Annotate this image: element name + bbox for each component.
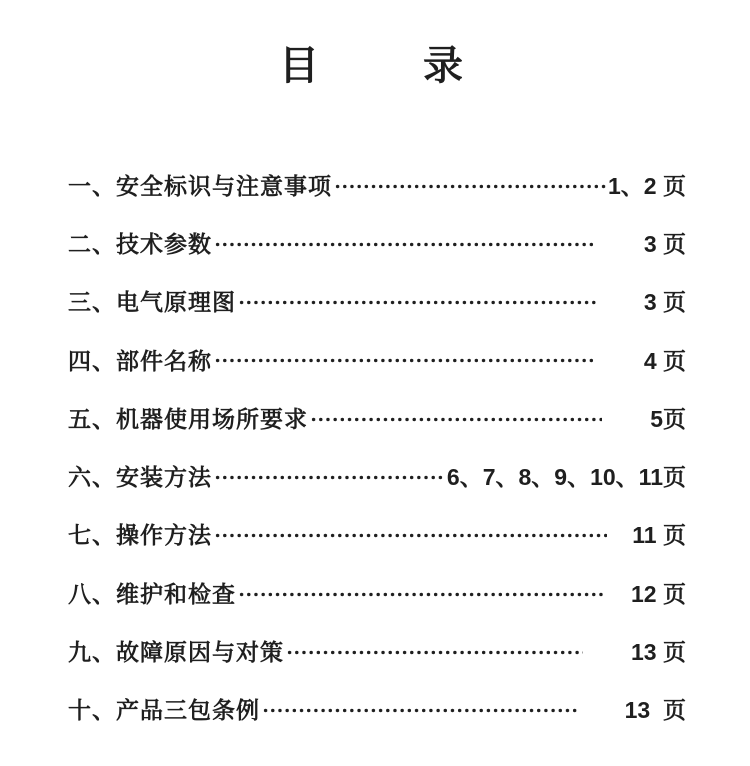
toc-entry bbox=[68, 682, 686, 740]
toc-entry-label: 六、安装方法 bbox=[68, 464, 212, 491]
toc-entry-pages: 11 页 bbox=[609, 522, 686, 549]
toc-entry-label: 九、故障原因与对策 bbox=[68, 639, 284, 666]
toc-entry-label: 四、部件名称 bbox=[68, 347, 212, 374]
toc-entry bbox=[68, 565, 686, 623]
dot-leader bbox=[214, 507, 607, 565]
toc-entry bbox=[68, 157, 686, 215]
toc-entry-pages: 12 页 bbox=[608, 580, 686, 607]
dot-leader bbox=[214, 448, 445, 506]
toc-entry-label: 五、机器使用场所要求 bbox=[68, 405, 308, 432]
toc-entry bbox=[68, 448, 686, 506]
toc-entry-pages: 5页 bbox=[604, 405, 686, 432]
toc-entry-pages: 13 页 bbox=[578, 697, 686, 724]
toc-entry bbox=[68, 390, 686, 448]
toc-entry-label: 二、技术参数 bbox=[68, 230, 212, 257]
toc-entry bbox=[68, 274, 686, 332]
dot-leader bbox=[238, 565, 606, 623]
toc-entry-pages: 3 页 bbox=[597, 230, 686, 257]
dot-leader bbox=[214, 332, 596, 390]
dot-leader bbox=[238, 274, 596, 332]
toc-list bbox=[68, 157, 686, 740]
page-title: 目 录 bbox=[279, 44, 471, 88]
dot-leader bbox=[286, 623, 583, 681]
toc-entry bbox=[68, 215, 686, 273]
dot-leader bbox=[334, 157, 606, 215]
toc-entry-label: 八、维护和检查 bbox=[68, 580, 236, 607]
toc-entry bbox=[68, 332, 686, 390]
toc-entry-label: 七、操作方法 bbox=[68, 522, 212, 549]
dot-leader bbox=[262, 682, 577, 740]
dot-leader bbox=[214, 215, 596, 273]
toc-entry bbox=[68, 623, 686, 681]
toc-entry-pages: 6、7、8、9、10、11页 bbox=[446, 464, 686, 491]
toc-entry-pages: 3 页 bbox=[597, 289, 686, 316]
toc-entry-pages: 4 页 bbox=[597, 347, 686, 374]
toc-entry-label: 十、产品三包条例 bbox=[68, 697, 260, 724]
toc-entry-label: 一、安全标识与注意事项 bbox=[68, 172, 332, 199]
dot-leader bbox=[310, 390, 602, 448]
toc-entry-pages: 13 页 bbox=[585, 639, 686, 666]
toc-entry-pages: 1、2 页 bbox=[608, 172, 686, 199]
toc-entry-label: 三、电气原理图 bbox=[68, 289, 236, 316]
toc-entry bbox=[68, 507, 686, 565]
